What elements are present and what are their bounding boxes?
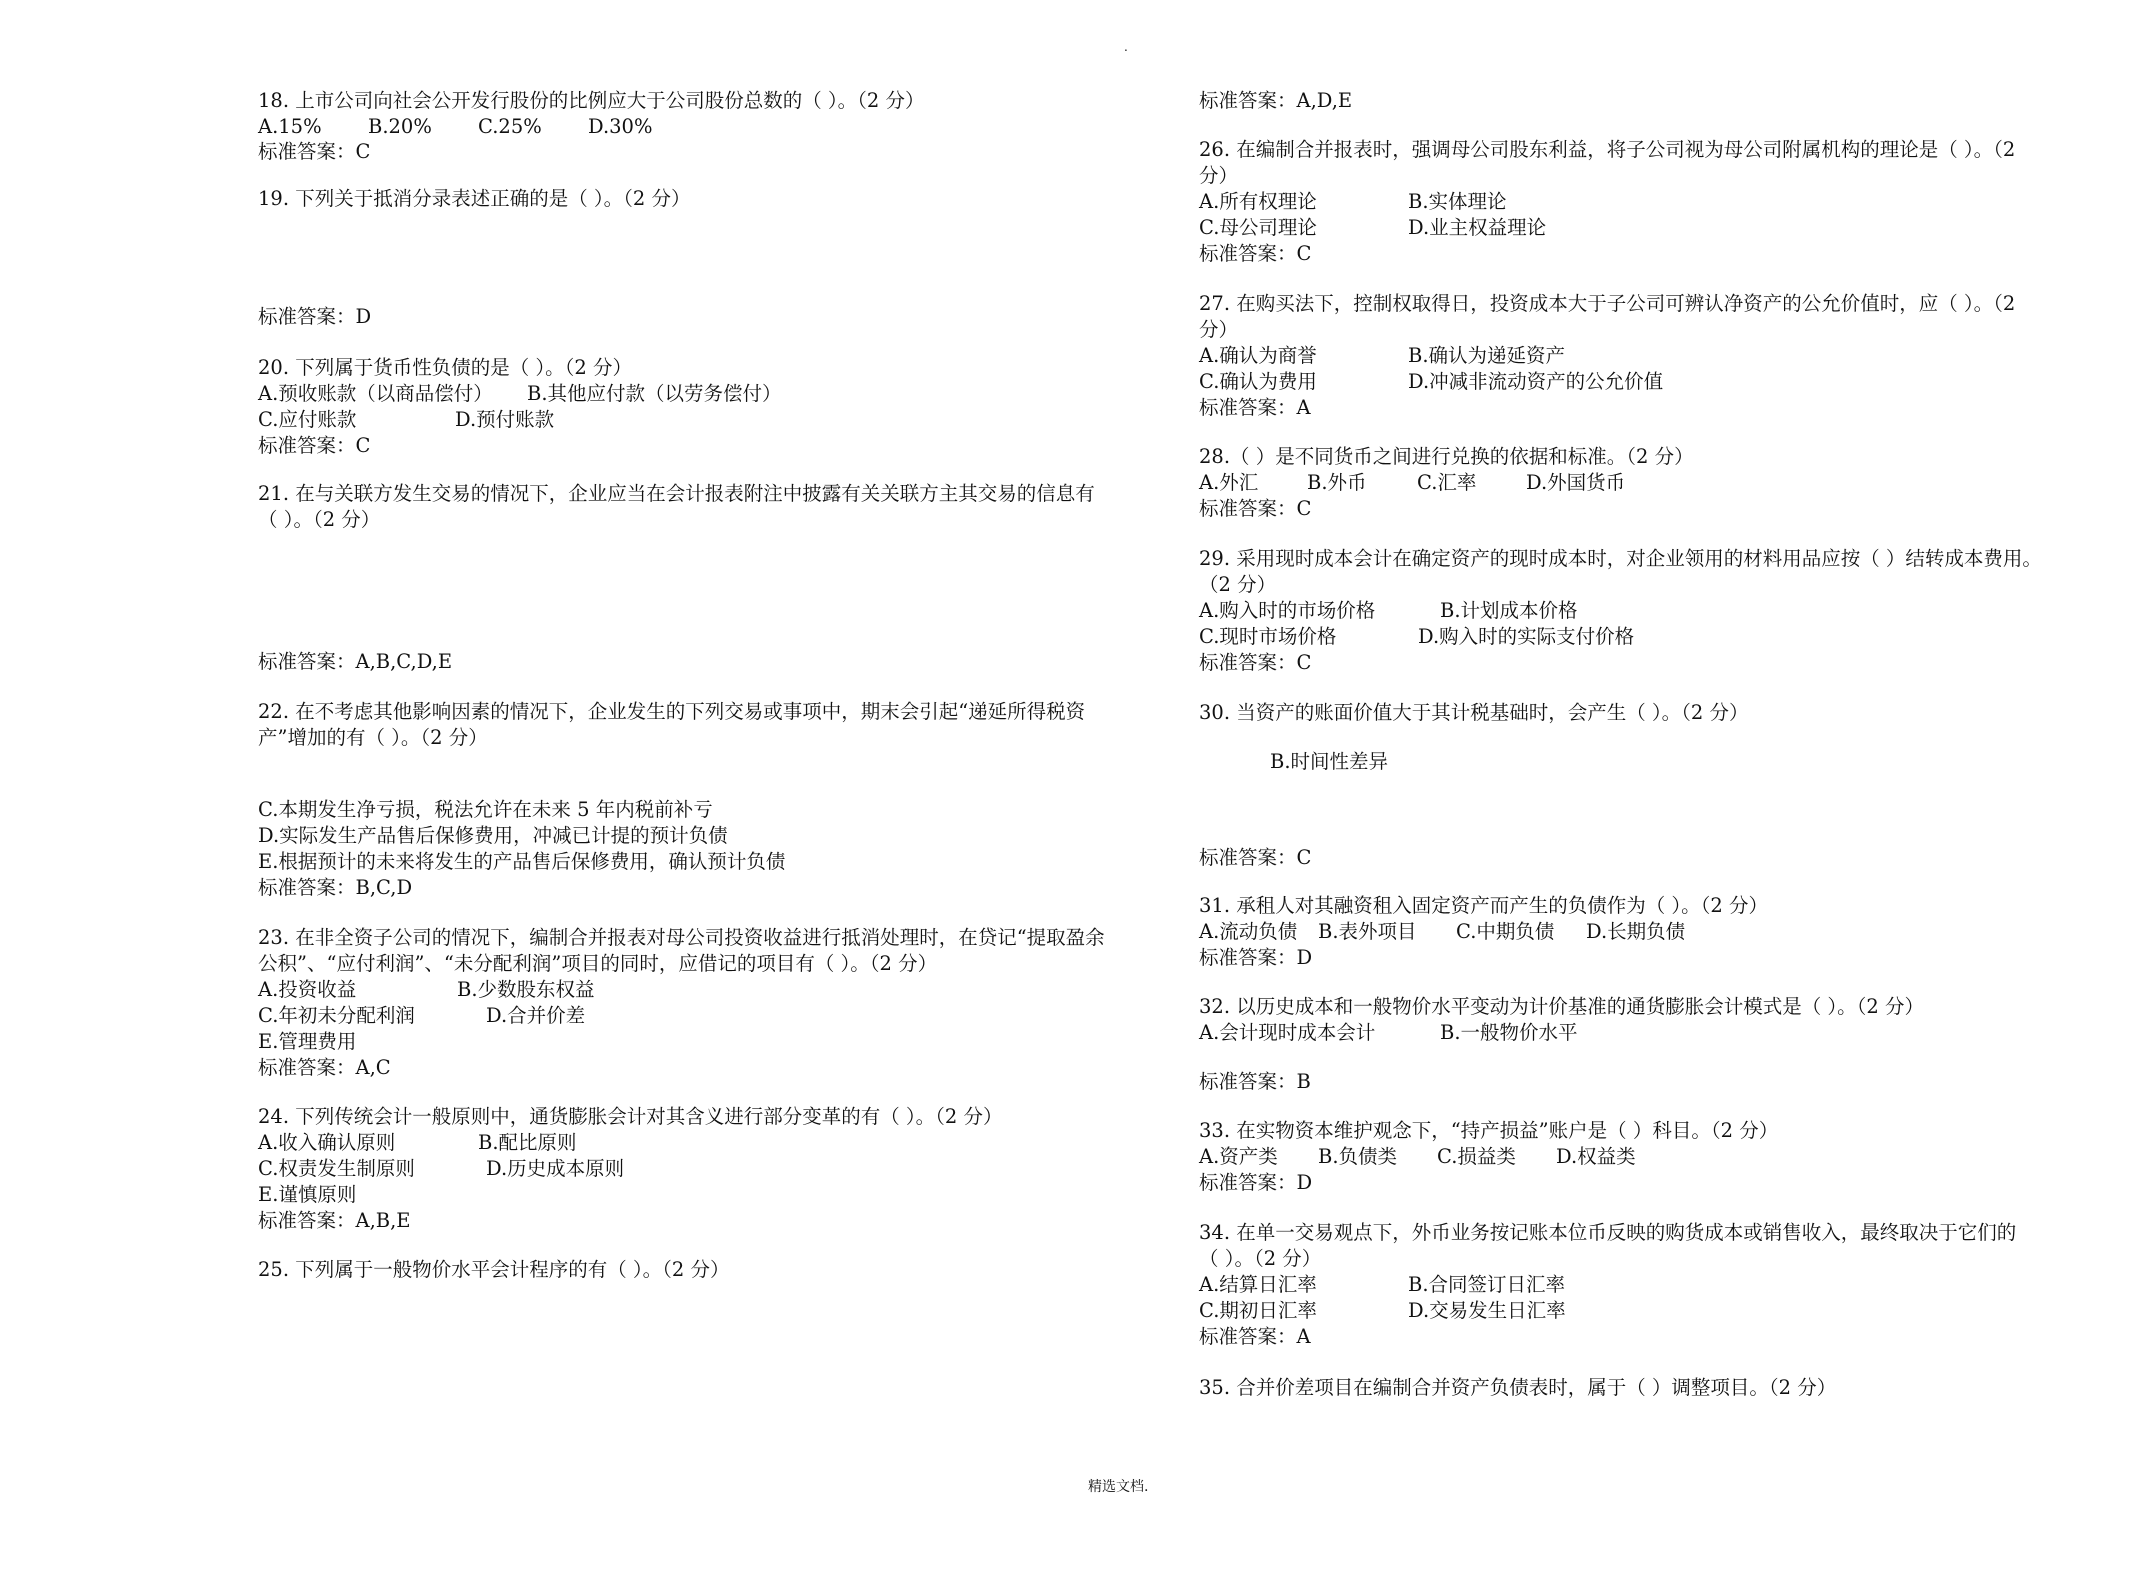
q29-option-c: C.现时市场价格 [1199,625,1337,648]
q27-answer: 标准答案：A [1199,396,1311,419]
q24-option-d: D.历史成本原则 [486,1157,625,1180]
q29-option-d: D.购入时的实际支付价格 [1418,625,1635,648]
q18-option-c: C.25% [478,115,542,138]
q20-option-a: A.预收账款（以商品偿付） [258,382,493,405]
q24-option-a: A.收入确认原则 [258,1131,396,1154]
q27-option-c: C.确认为费用 [1199,370,1317,393]
q27-option-b: B.确认为递延资产 [1408,344,1566,367]
q31-stem: 31. 承租人对其融资租入固定资产而产生的负债作为（ ）。（2 分） [1199,894,1769,917]
q25-stem: 25. 下列属于一般物价水平会计程序的有（ ）。（2 分） [258,1258,730,1281]
q34-option-c: C.期初日汇率 [1199,1299,1317,1322]
q29-answer: 标准答案：C [1199,651,1312,674]
q22-option-e: E.根据预计的未来将发生的产品售后保修费用，确认预计负债 [258,850,786,873]
q33-option-c: C.损益类 [1437,1145,1516,1168]
q24-stem: 24. 下列传统会计一般原则中，通货膨胀会计对其含义进行部分变革的有（ ）。（2 分） [258,1105,1003,1128]
q33-option-d: D.权益类 [1556,1145,1636,1168]
q26-stem-line2: 分） [1199,164,1239,187]
q21-stem-line1: 21. 在与关联方发生交易的情况下，企业应当在会计报表附注中披露有关关联方主其交易的信息有 [258,482,1095,505]
q20-stem: 20. 下列属于货币性负债的是（ ）。（2 分） [258,356,633,379]
q28-answer: 标准答案：C [1199,497,1312,520]
q21-stem-line2: （ ）。（2 分） [258,508,381,531]
q23-option-d: D.合并价差 [486,1004,586,1027]
q28-option-b: B.外币 [1307,471,1367,494]
footer-text: 精选文档. [1088,1479,1149,1495]
q23-option-b: B.少数股东权益 [457,978,595,1001]
q32-answer: 标准答案：B [1199,1070,1311,1093]
q24-option-b: B.配比原则 [478,1131,577,1154]
q26-option-d: D.业主权益理论 [1408,216,1547,239]
q34-option-d: D.交易发生日汇率 [1408,1299,1566,1322]
q31-option-b: B.表外项目 [1318,920,1417,943]
q19-stem: 19. 下列关于抵消分录表述正确的是（ ）。（2 分） [258,187,691,210]
q18-option-b: B.20% [368,115,432,138]
q23-option-c: C.年初未分配利润 [258,1004,415,1027]
q27-option-a: A.确认为商誉 [1199,344,1317,367]
q27-option-d: D.冲减非流动资产的公允价值 [1408,370,1664,393]
q34-option-a: A.结算日汇率 [1199,1273,1317,1296]
q22-option-c: C.本期发生净亏损，税法允许在未来 5 年内税前补亏 [258,798,713,821]
q23-answer: 标准答案：A,C [258,1056,391,1079]
q33-answer: 标准答案：D [1199,1171,1313,1194]
q19-answer: 标准答案：D [258,305,372,328]
q25-answer: 标准答案：A,D,E [1199,89,1353,112]
q34-stem-line2: （ ）。（2 分） [1199,1247,1322,1270]
q23-stem-line1: 23. 在非全资子公司的情况下，编制合并报表对母公司投资收益进行抵消处理时，在贷记“提取盈余 [258,926,1105,949]
q35-stem: 35. 合并价差项目在编制合并资产负债表时，属于（ ）调整项目。（2 分） [1199,1376,1837,1399]
q22-option-d: D.实际发生产品售后保修费用，冲减已计提的预计负债 [258,824,728,847]
q31-answer: 标准答案：D [1199,946,1313,969]
q27-stem-line2: 分） [1199,318,1239,341]
q26-stem-line1: 26. 在编制合并报表时，强调母公司股东利益，将子公司视为母公司附属机构的理论是（ ）。（2 [1199,138,2016,161]
q30-answer: 标准答案：C [1199,846,1312,869]
q22-stem-line2: 产”增加的有（ ）。（2 分） [258,726,488,749]
q24-option-c: C.权责发生制原则 [258,1157,415,1180]
q33-option-b: B.负债类 [1318,1145,1398,1168]
q26-answer: 标准答案：C [1199,242,1312,265]
q31-option-d: D.长期负债 [1586,920,1686,943]
q23-option-e: E.管理费用 [258,1030,357,1053]
q28-stem: 28.（ ）是不同货币之间进行兑换的依据和标准。（2 分） [1199,445,1694,468]
q30-option-b: B.时间性差异 [1270,750,1389,773]
q20-option-c: C.应付账款 [258,408,357,431]
q24-answer: 标准答案：A,B,E [258,1209,411,1232]
q20-answer: 标准答案：C [258,434,371,457]
q20-option-b: B.其他应付款（以劳务偿付） [527,382,782,405]
q28-option-d: D.外国货币 [1526,471,1626,494]
q33-option-a: A.资产类 [1199,1145,1278,1168]
q29-stem-line1: 29. 采用现时成本会计在确定资产的现时成本时，对企业领用的材料用品应按（ ）结转成本费用。 [1199,547,2042,570]
q18-answer: 标准答案：C [258,140,371,163]
q26-option-b: B.实体理论 [1408,190,1507,213]
q18-stem: 18. 上市公司向社会公开发行股份的比例应大于公司股份总数的（ ）。（2 分） [258,89,925,112]
q23-option-a: A.投资收益 [258,978,357,1001]
q26-option-a: A.所有权理论 [1199,190,1317,213]
q27-stem-line1: 27. 在购买法下，控制权取得日，投资成本大于子公司可辨认净资产的公允价值时，应（ ）。（2 [1199,292,2016,315]
q32-option-a: A.会计现时成本会计 [1199,1021,1376,1044]
q21-answer: 标准答案：A,B,C,D,E [258,650,453,673]
q24-option-e: E.谨慎原则 [258,1183,357,1206]
q32-option-b: B.一般物价水平 [1440,1021,1578,1044]
q20-option-d: D.预付账款 [455,408,555,431]
q28-option-c: C.汇率 [1417,471,1477,494]
q29-option-a: A.购入时的市场价格 [1199,599,1376,622]
q30-stem: 30. 当资产的账面价值大于其计税基础时，会产生（ ）。（2 分） [1199,701,1749,724]
q18-option-d: D.30% [588,115,653,138]
q34-answer: 标准答案：A [1199,1325,1311,1348]
q31-option-a: A.流动负债 [1199,920,1298,943]
q26-option-c: C.母公司理论 [1199,216,1317,239]
q29-option-b: B.计划成本价格 [1440,599,1578,622]
q22-answer: 标准答案：B,C,D [258,876,413,899]
q34-option-b: B.合同签订日汇率 [1408,1273,1566,1296]
q31-option-c: C.中期负债 [1456,920,1555,943]
q23-stem-line2: 公积”、“应付利润”、“未分配利润”项目的同时，应借记的项目有（ ）。（2 分） [258,952,938,975]
q28-option-a: A.外汇 [1199,471,1259,494]
q18-option-a: A.15% [258,115,322,138]
q29-stem-line2: （2 分） [1199,573,1277,596]
header-mark: . [1124,40,1128,54]
q32-stem: 32. 以历史成本和一般物价水平变动为计价基准的通货膨胀会计模式是（ ）。（2 分） [1199,995,1925,1018]
q34-stem-line1: 34. 在单一交易观点下，外币业务按记账本位币反映的购货成本或销售收入，最终取决于它们的 [1199,1221,2017,1244]
q22-stem-line1: 22. 在不考虑其他影响因素的情况下，企业发生的下列交易或事项中，期末会引起“递延所得税资 [258,700,1086,723]
q33-stem: 33. 在实物资本维护观念下，“持产损益”账户是（ ）科目。（2 分） [1199,1119,1779,1142]
